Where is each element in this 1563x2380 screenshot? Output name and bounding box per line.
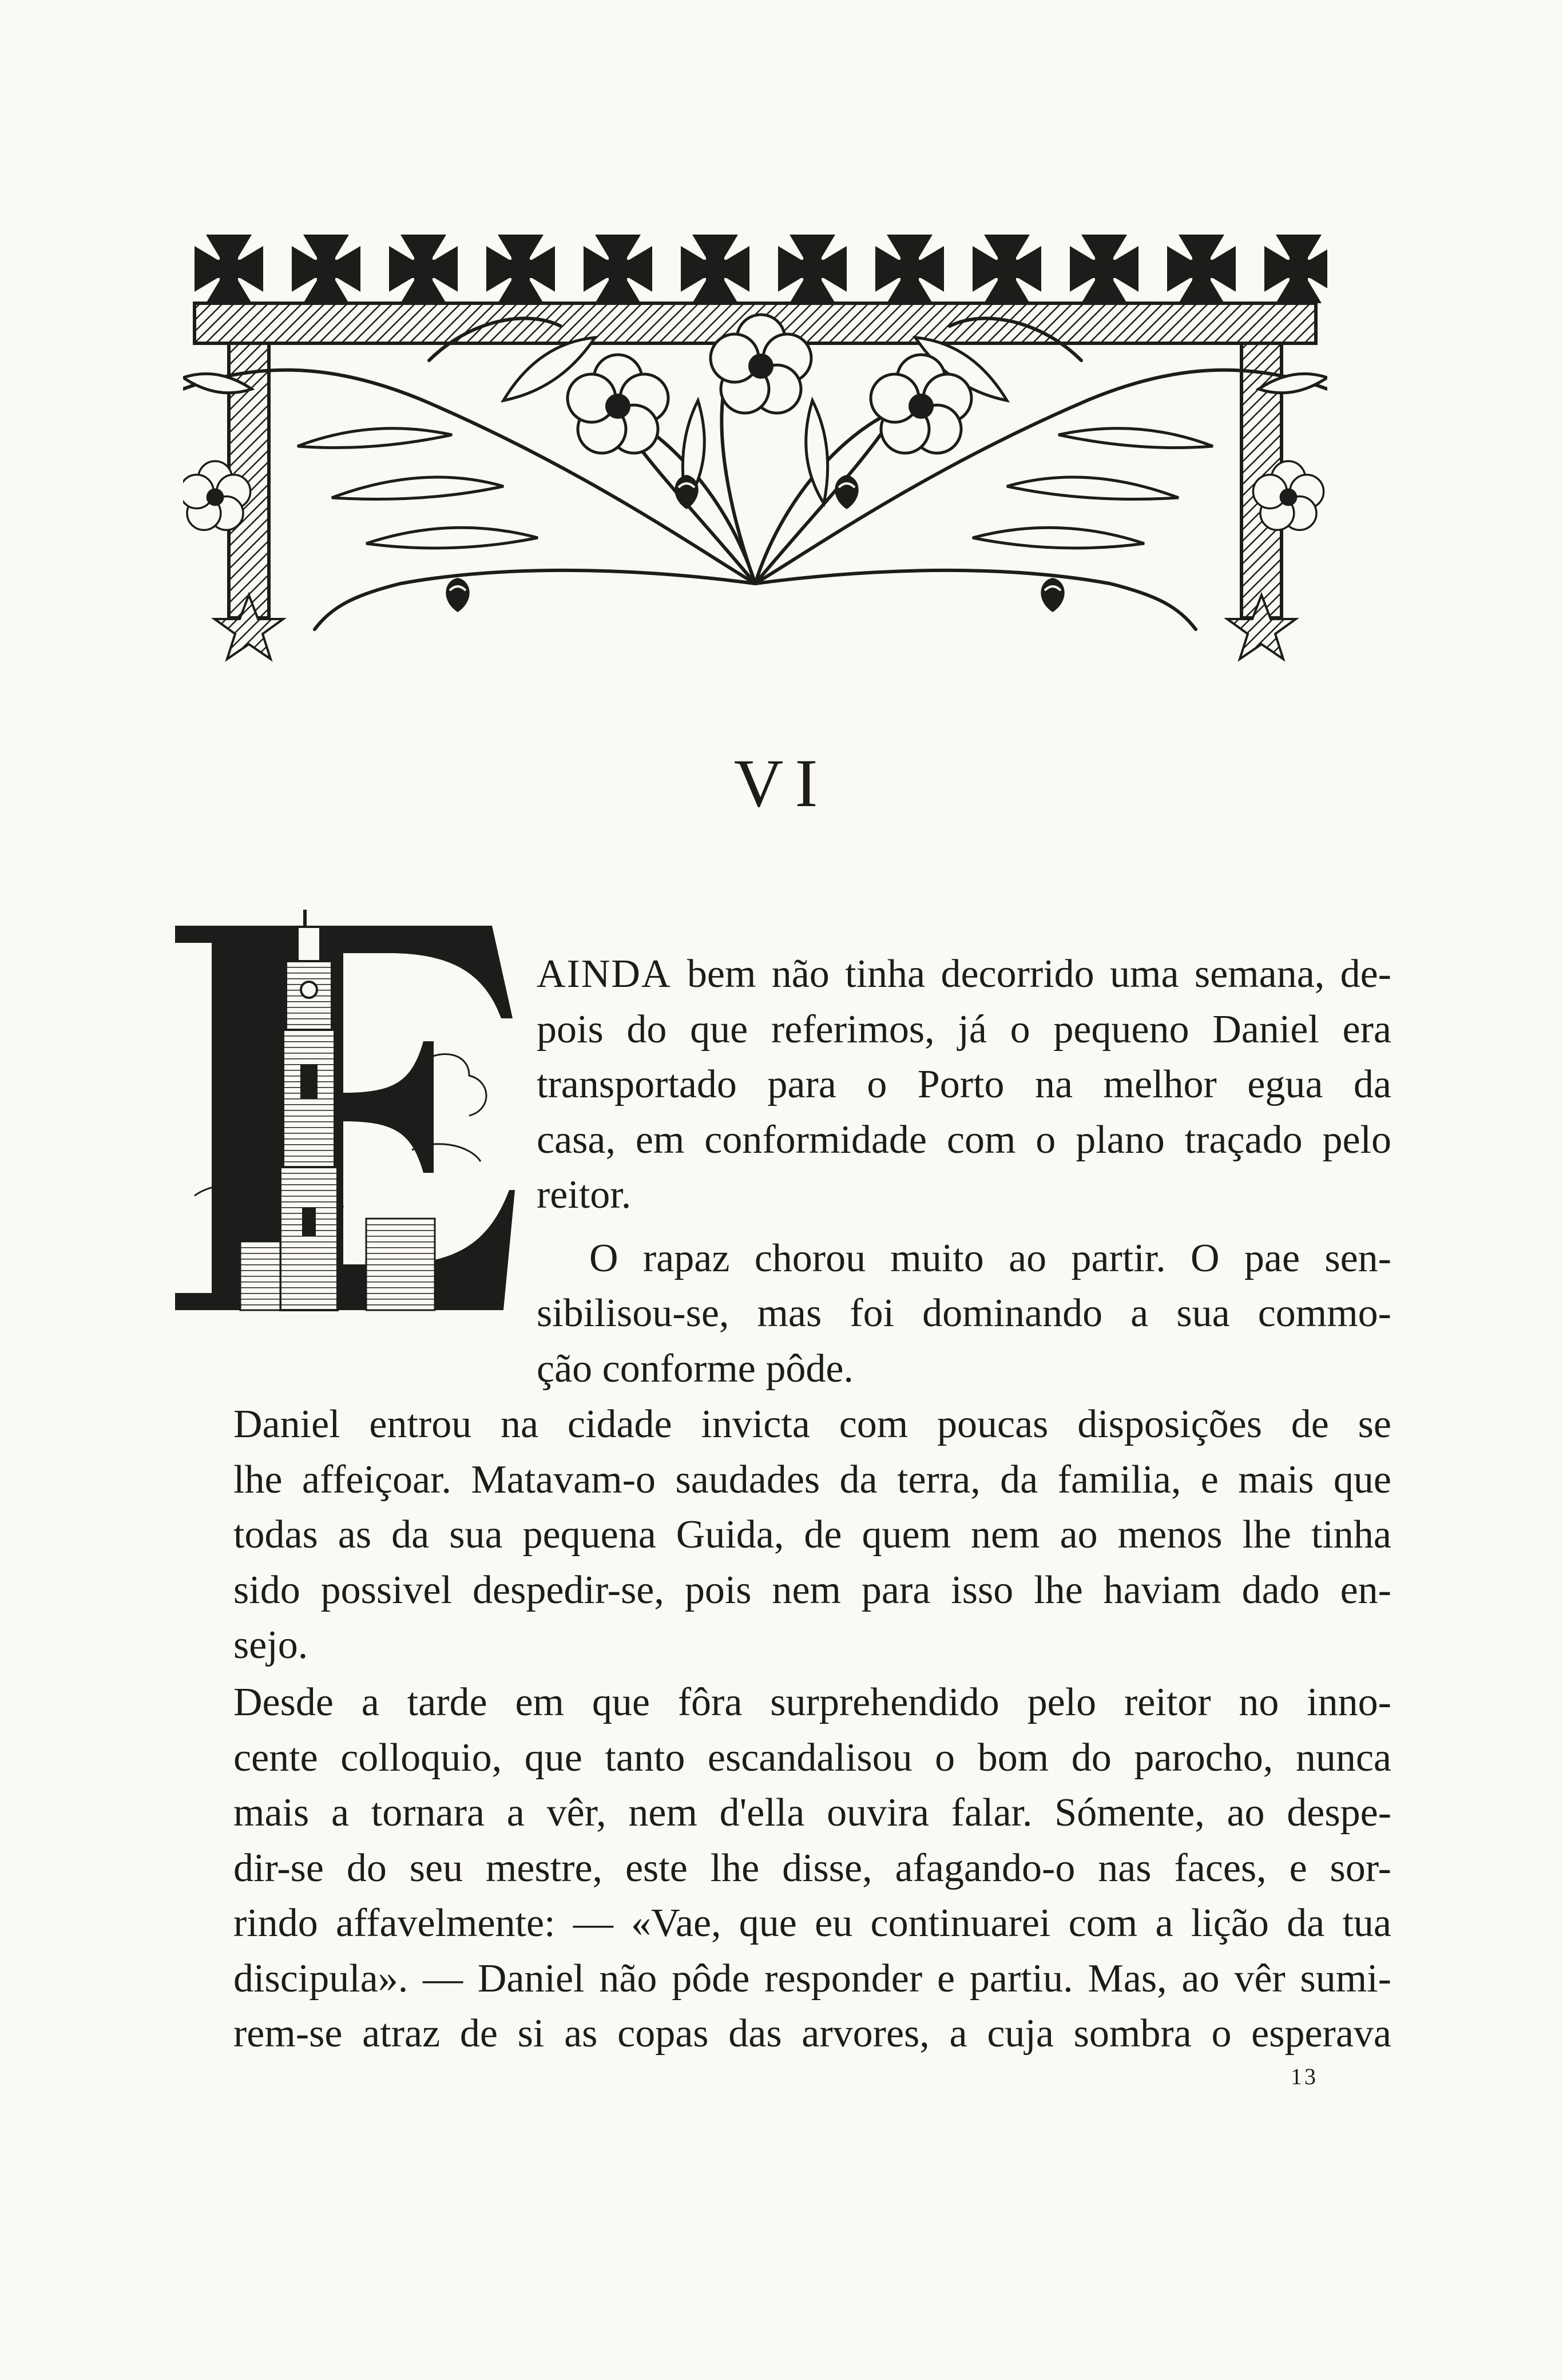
text-line: mais a tornara a vêr, nem d'ella ouvira falar. Sómente, ao despe- bbox=[233, 1791, 1391, 1835]
chapter-number: VI bbox=[733, 745, 830, 821]
text-line: sejo. bbox=[233, 1623, 308, 1667]
text-line: rindo affavelmente: — «Vae, que eu continuarei com a lição da tua bbox=[233, 1901, 1391, 1945]
initial-smallcaps: AINDA bbox=[537, 952, 672, 996]
text-line: lhe affeiçoar. Matavam-o saudades da terra, da familia, e mais que bbox=[233, 1457, 1391, 1502]
text-line: Daniel entrou na cidade invicta com poucas disposições de se bbox=[233, 1402, 1391, 1446]
text-line: rem-se atraz de si as copas das arvores, a cuja sombra o esperava bbox=[233, 2012, 1391, 2056]
paragraph-1 bbox=[537, 947, 1391, 1223]
text-line: sibilisou-se, mas foi dominando a sua commo- bbox=[537, 1291, 1391, 1335]
text-line: reitor. bbox=[537, 1173, 632, 1217]
text-line: cente colloquio, que tanto escandalisou o bom do parocho, nunca bbox=[233, 1735, 1391, 1780]
text-line: dir-se do seu mestre, este lhe disse, afagando-o nas faces, e sor- bbox=[233, 1846, 1391, 1890]
text-line: Desde a tarde em que fôra surprehendido pelo reitor no inno- bbox=[233, 1680, 1391, 1724]
paragraph-3 bbox=[233, 1397, 1391, 1673]
text-line: discipula». — Daniel não pôde responder e partiu. Mas, ao vêr sumi- bbox=[233, 1956, 1391, 2001]
text-line: ção conforme pôde. bbox=[537, 1346, 854, 1391]
paragraph-2-cont bbox=[537, 1286, 1391, 1397]
paragraph-4 bbox=[233, 1675, 1391, 2062]
text-line: bem não tinha decorrido uma semana, de- bbox=[671, 952, 1391, 996]
text-line: O rapaz chorou muito ao partir. O pae sen- bbox=[589, 1236, 1391, 1280]
text-line: casa, em conformidade com o plano traçado pelo bbox=[537, 1117, 1391, 1162]
text-line: todas as da sua pequena Guida, de quem nem ao menos lhe tinha bbox=[233, 1513, 1391, 1557]
text-line: sido possivel despedir-se, pois nem para isso lhe haviam dado en- bbox=[233, 1568, 1391, 1612]
floral-headpiece-icon bbox=[183, 229, 1327, 675]
paragraph-2 bbox=[589, 1231, 1391, 1287]
page-number: 13 bbox=[1291, 2064, 1318, 2089]
text-line: transportado para o Porto na melhor egua da bbox=[537, 1062, 1391, 1106]
text-line: pois do que referimos, já o pequeno Daniel era bbox=[537, 1007, 1391, 1052]
clerigos-tower-icon bbox=[172, 898, 515, 1344]
